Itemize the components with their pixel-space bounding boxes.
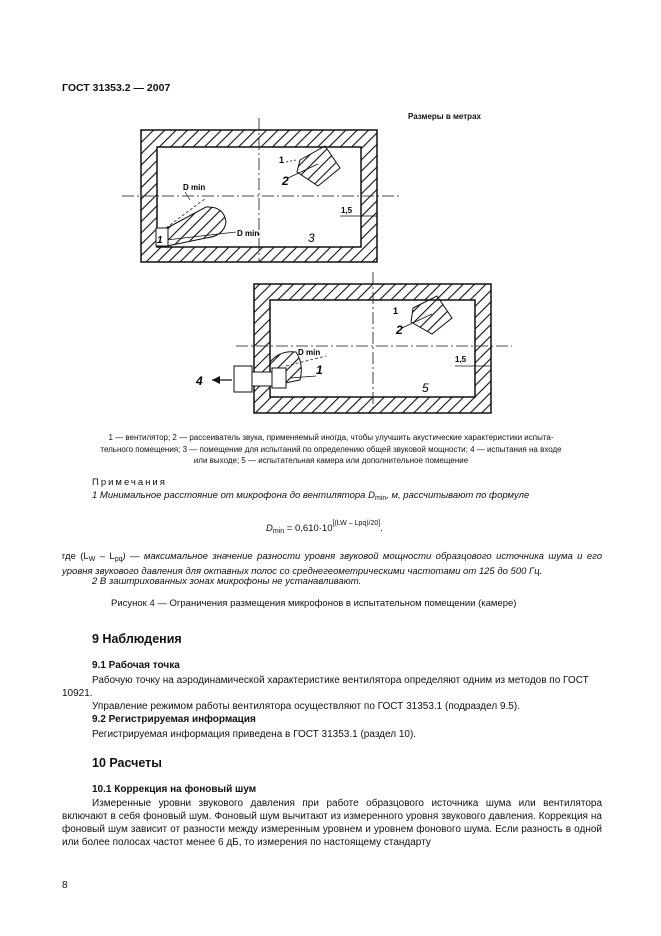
section-10-1-title: 10.1 Коррекция на фоновый шум	[92, 784, 257, 795]
note-2: 2 В заштрихованных зонах микрофоны не устанавливают.	[92, 576, 362, 587]
figure-caption: Рисунок 4 — Ограничения размещения микрофонов в испытательном помещении (камере)	[111, 598, 517, 609]
label-1-bottom-a: 1	[393, 306, 399, 316]
section-9-2-title: 9.2 Регистрируемая информация	[92, 714, 256, 725]
section-10-1-text: Измеренные уровни звукового давления при работе образцового источника шума или вентилятора включают в себя фоновый шум. Фоновый шум вычитают из измеренного уровня звукового давления. Коррекция на фоновый шум зависит от разности между измеренным уровнем и уровнем фонового шума. Если разность в одной или более полосах частот менее 6 дБ, то измерения по настоящему стандарту	[62, 798, 602, 848]
fan-1-bottom	[234, 352, 326, 392]
page-number: 8	[62, 880, 68, 891]
diffuser-2-top	[286, 146, 340, 186]
label-2-bottom: 2	[396, 323, 403, 337]
dmin-label-top-2: D min	[237, 229, 260, 238]
label-2-top: 2	[282, 174, 289, 188]
note-1: 1 Минимальное расстояние от микрофона до вентилятора $D_{min}$, м, рассчитывают по формуле	[92, 490, 530, 502]
section-9-1-text-2: Управление режимом работы вентилятора осуществляют по ГОСТ 31353.1 (подраздел 9.5).	[92, 701, 520, 712]
page-header: ГОСТ 31353.2 — 2007	[62, 82, 171, 94]
dim-label-top: 1,5	[341, 206, 353, 215]
dmin-label-bottom: D min	[298, 348, 321, 357]
dmin-label-top-1: D min	[183, 183, 206, 192]
figure-legend	[62, 432, 600, 467]
label-1-top-b: 1	[157, 235, 163, 246]
section-9-title: 9 Наблюдения	[92, 632, 182, 646]
section-10-title: 10 Расчеты	[92, 756, 162, 770]
label-1-top-a: 1	[279, 155, 285, 165]
notes-heading: Примечания	[92, 477, 167, 488]
figure-diagram	[0, 0, 661, 430]
label-3: 3	[308, 231, 315, 245]
dim-label-bottom: 1,5	[455, 355, 467, 364]
label-4: 4	[196, 374, 203, 388]
legend-line: или выходе; 5 — испытательная камера или дополнительное помещение	[193, 456, 469, 465]
diffuser-2-bottom	[402, 296, 452, 334]
test-room-3	[122, 118, 402, 262]
test-chamber-5	[212, 272, 512, 413]
fan-1-top	[156, 192, 236, 246]
label-5: 5	[422, 381, 429, 395]
section-9-2-text: Регистрируемая информация приведена в ГОСТ 31353.1 (раздел 10).	[92, 729, 417, 740]
label-1-bottom-b: 1	[316, 363, 323, 377]
legend-line: 1 — вентилятор; 2 — рассеиватель звука, применяемый иногда, чтобы улучшить акустические характеристики испыта-	[108, 433, 554, 442]
dmin-formula: $D_{min} = 0,610\cdot 10[(LW - Lpq)/20]$.	[266, 520, 383, 535]
formula-explanation: где $(L_W - L_{pq})$ — максимальное значение разности уровня звуковой мощности образцового источника шума и его уровня звукового давления для октавных полос со среднегеометрическими частотами от 125 до 500 Гц.	[62, 551, 603, 577]
section-9-1-title: 9.1 Рабочая точка	[92, 660, 180, 671]
units-label: Размеры в метрах	[408, 112, 481, 121]
section-9-1-text-1: Рабочую точку на аэродинамической характеристике вентилятора определяют одним из методов по ГОСТ 10921.	[62, 675, 589, 699]
legend-line: тельного помещения; 3 — помещение для испытаний по определению общей звуковой мощности; 4 — испытания на входе	[100, 444, 562, 454]
